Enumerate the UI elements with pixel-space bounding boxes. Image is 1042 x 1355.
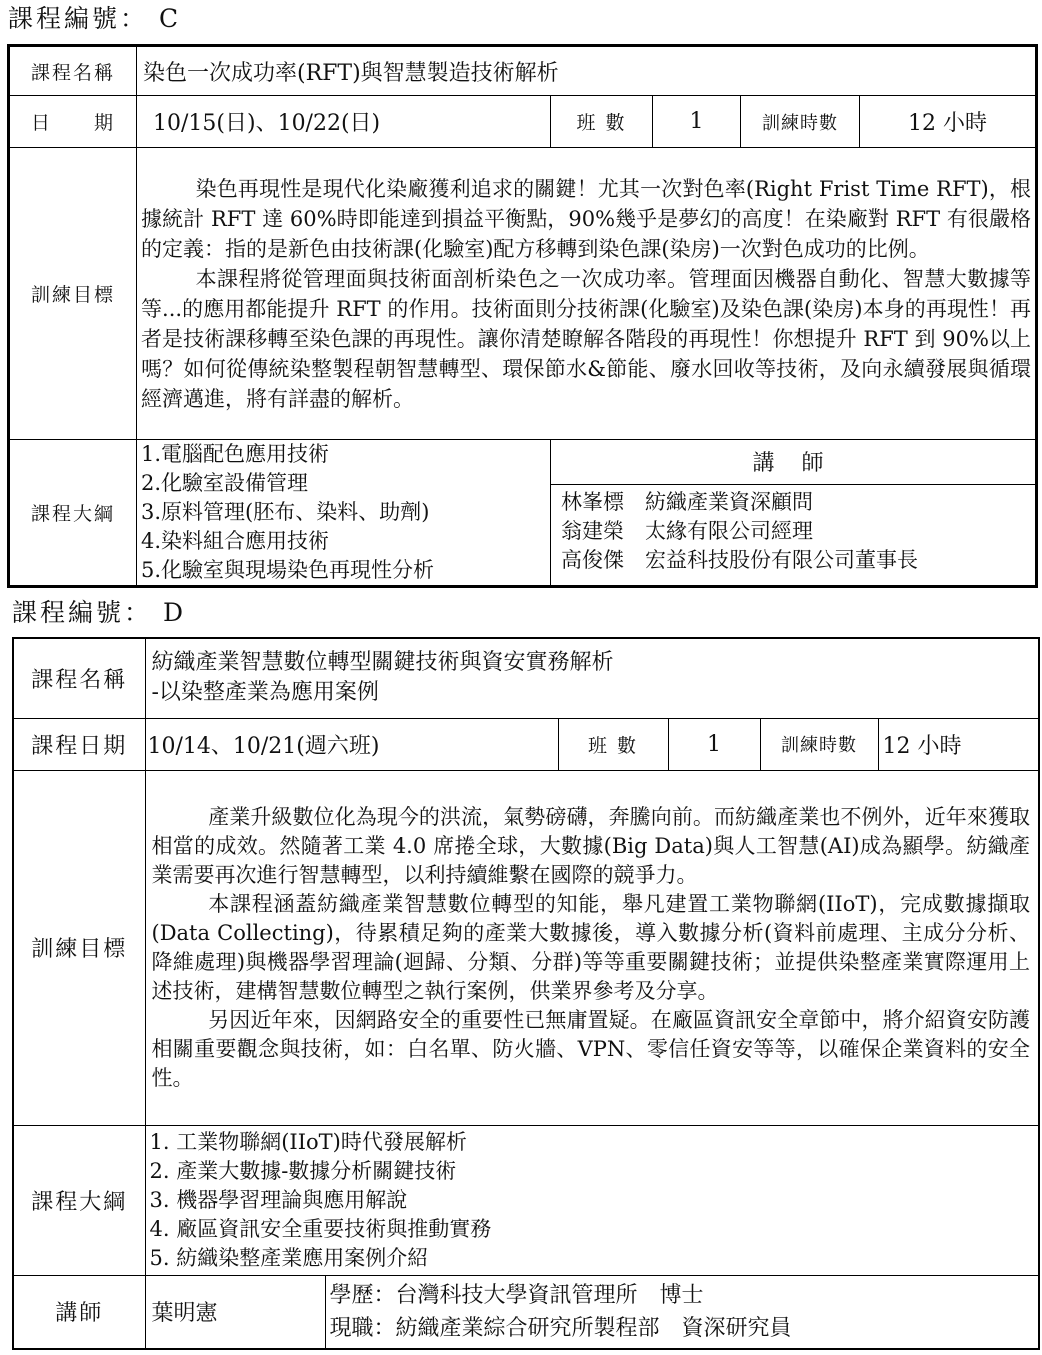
course-d-outline-item: 3. 機器學習理論與應用解說 <box>149 1187 408 1212</box>
course-d-outline-label: 課程大綱 <box>13 1125 145 1275</box>
course-d-objective-paragraph: 另因近年來，因網路安全的重要性已無庸置疑。在廠區資訊安全章節中，將介紹資安防護相關重要觀念與技術，如：白名單、防火牆、VPN、零信任資安等等，以確保企業資料的安全性。 <box>151 1007 1031 1090</box>
course-d-hours: 12 小時 <box>878 718 1039 770</box>
course-c-heading: 課程編號： C <box>8 4 182 33</box>
course-d-hours-label: 訓練時數 <box>760 718 878 770</box>
course-c-instructor: 林峯標 紡織產業資深顧問 <box>561 489 813 514</box>
course-c-hours-label: 訓練時數 <box>741 96 860 148</box>
course-c-instructor: 高俊傑 宏益科技股份有限公司董事長 <box>561 547 918 572</box>
course-c-outline-label: 課程大綱 <box>9 440 137 587</box>
course-d-outline-item: 2. 產業大數據-數據分析關鍵技術 <box>149 1158 457 1183</box>
course-d-outline-item: 4. 廠區資訊安全重要技術與推動實務 <box>149 1216 492 1241</box>
course-c-name: 染色一次成功率(RFT)與智慧製造技術解析 <box>137 46 1037 96</box>
course-d-instructor-detail: 學歷：台灣科技大學資訊管理所 博士 <box>329 1282 704 1308</box>
course-c-objective-label: 訓練目標 <box>9 148 137 440</box>
course-d-objective-paragraph: 產業升級數位化為現今的洪流，氣勢磅礴，奔騰向前。而紡織產業也不例外，近年來獲取相當的成效。然隨著工業 4.0 席捲全球，大數據(Big Data)與人工智慧(AI)成為顯學。紡織產業需要再次進行智慧轉型，以利持續維繫在國際的競爭力。 <box>151 804 1031 887</box>
course-c-name-label: 課程名稱 <box>9 46 137 96</box>
course-d-objective-label: 訓練目標 <box>13 770 145 1125</box>
course-c-hours: 12 小時 <box>860 96 1037 148</box>
course-d-outline-item: 5. 紡織染整產業應用案例介紹 <box>149 1245 429 1270</box>
course-d-instructor-detail: 現職：紡織產業綜合研究所製程部 資深研究員 <box>329 1315 792 1341</box>
course-c-date-label: 日 期 <box>9 96 137 148</box>
course-d-name-line: -以染整產業為應用案例 <box>151 680 379 706</box>
course-d-date: 10/14、10/21(週六班) <box>145 718 558 770</box>
course-c-date: 10/15(日)、10/22(日) <box>137 96 551 148</box>
course-c-outline-item: 1.電腦配色應用技術 <box>141 442 330 466</box>
course-c-objective-paragraph: 染色再現性是現代化染廠獲利追求的關鍵！尤其一次對色率(Right Frist Time RFT)，根據統計 RFT 達 60%時即能達到損益平衡點，90%幾乎是夢幻的高度！在染廠對 RFT 有很嚴格的定義：指的是新色由技術課(化驗室)配方移轉到染色課(染房)一次對色成功的比例。 <box>141 176 1032 261</box>
course-d-name <box>145 638 1039 718</box>
course-c-objective-paragraph: 本課程將從管理面與技術面剖析染色之一次成功率。管理面因機器自動化、智慧大數據等等...的應用都能提升 RFT 的作用。技術面則分技術課(化驗室)及染色課(染房)本身的再現性！再者是技術課移轉至染色課的再現性。讓你清楚瞭解各階段的再現性！你想提升 RFT 到 90%以上嗎？如何從傳統染整製程朝智慧轉型、環保節水&節能、廢水回收等技術，及向永續發展與循環經濟邁進，將有詳盡的解析。 <box>141 266 1032 411</box>
course-c-instructor: 翁建榮 太緣有限公司經理 <box>561 518 813 543</box>
course-c-outline-item: 3.原料管理(胚布、染料、助劑) <box>141 500 430 524</box>
course-d-outline-item: 1. 工業物聯網(IIoT)時代發展解析 <box>149 1129 467 1154</box>
course-c-outline-item: 2.化驗室設備管理 <box>141 471 309 495</box>
course-d-heading: 課程編號： D <box>12 598 186 627</box>
course-c-classes-label: 班 數 <box>551 96 653 148</box>
course-d-instructor-name: 葉明憲 <box>145 1275 325 1349</box>
course-d-instructor-info <box>325 1275 1039 1349</box>
course-c-outline <box>137 440 551 587</box>
course-c-instructor-header: 講 師 <box>551 440 1037 485</box>
course-d-objective <box>145 770 1039 1125</box>
course-d-outline <box>145 1125 1039 1275</box>
course-d-date-label: 課程日期 <box>13 718 145 770</box>
course-d-table <box>12 637 1040 1350</box>
course-c-outline-item: 5.化驗室與現場染色再現性分析 <box>141 558 435 582</box>
course-c-table <box>7 44 1038 588</box>
course-d-classes-label: 班 數 <box>558 718 668 770</box>
course-c-instructor-list <box>551 484 1037 586</box>
course-d-instructor-label: 講師 <box>13 1275 145 1349</box>
course-c-objective <box>137 148 1037 440</box>
course-d-objective-paragraph: 本課程涵蓋紡織產業智慧數位轉型的知能，舉凡建置工業物聯網(IIoT)，完成數據擷取(Data Collecting)，待累積足夠的產業大數據後，導入數據分析(資料前處理、主成分分析、降維處理)與機器學習理論(迴歸、分類、分群)等等重要關鍵技術；並提供染整產業實際運用上述技術，建構智慧數位轉型之執行案例，供業界參考及分享。 <box>151 891 1031 1003</box>
course-d-classes: 1 <box>668 718 760 770</box>
course-c-outline-item: 4.染料組合應用技術 <box>141 529 330 553</box>
course-c-classes: 1 <box>653 96 741 148</box>
course-d-name-label: 課程名稱 <box>13 638 145 718</box>
course-d-name-line: 紡織產業智慧數位轉型關鍵技術與資安實務解析 <box>151 650 614 676</box>
